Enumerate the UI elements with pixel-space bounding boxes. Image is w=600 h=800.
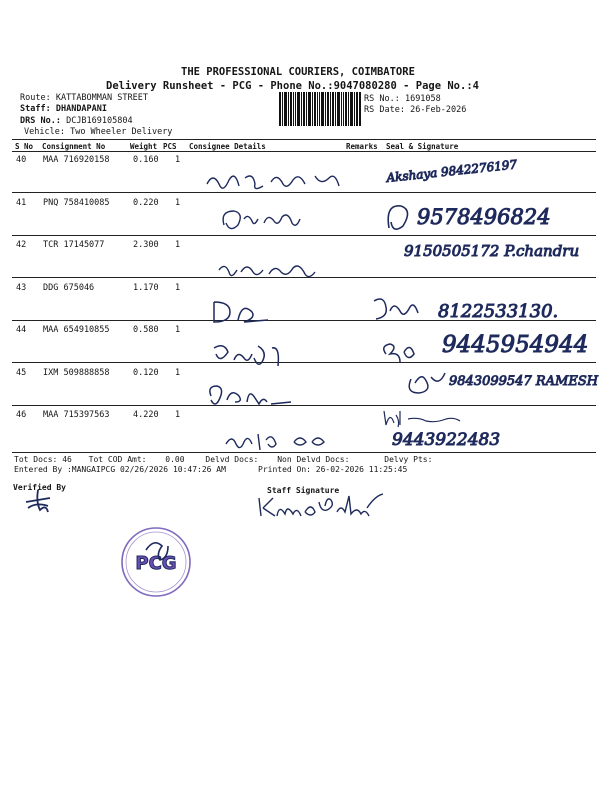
seal-signature-43 (370, 293, 570, 325)
col-seal: Seal & Signature (386, 142, 459, 151)
route-value: KATTABOMMAN STREET (55, 93, 148, 103)
row-40-pcs: 1 (175, 155, 181, 165)
staff-value: DHANDAPANI (55, 104, 108, 114)
row-45-consignment: IXM 509888858 (43, 368, 110, 378)
verified-by-label: Verified By (13, 483, 66, 492)
row-46-weight: 4.220 (133, 410, 159, 420)
rs-date-value: 26-Feb-2026 (410, 105, 467, 115)
row-46-sno: 46 (16, 410, 27, 420)
consignee-signature-45 (205, 382, 295, 410)
seal-signature-42 (400, 238, 580, 278)
seal-43-text: 8122533130. (438, 301, 559, 322)
seal-signature-46 (380, 405, 580, 451)
consignee-signature-43 (210, 298, 300, 326)
seal-41-text: 9578496824 (417, 205, 551, 229)
drs-line (20, 116, 133, 126)
tot-docs-label: Tot Docs: (14, 455, 58, 464)
seal-45-text: 9843099547 RAMESH (449, 374, 599, 389)
tot-cod-value: 0.00 (165, 455, 185, 464)
runsheet-title: Delivery Runsheet - PCG - Phone No.:9047080280 - Page No.:4 (106, 80, 479, 92)
row-46-pcs: 1 (175, 410, 181, 420)
rs-no-value: 1691058 (404, 94, 441, 104)
seal-42-text: 9150505172 P.chandru (404, 242, 580, 260)
delvd-docs-label: Delvd Docs: (205, 455, 259, 464)
row-41-pcs: 1 (175, 198, 181, 208)
staff-signature (255, 488, 395, 524)
row-43-consignment: DDG 675046 (43, 283, 95, 293)
row-45-pcs: 1 (175, 368, 181, 378)
row-41-consignment: PNQ 758410085 (43, 198, 110, 208)
staff-signature-label: Staff Signature (267, 486, 340, 495)
consignee-signature-40 (205, 170, 345, 198)
vehicle-label: Vehicle: (24, 127, 65, 137)
drs-label: DRS No.: (20, 116, 61, 126)
seal-signature-44 (378, 332, 598, 366)
row-44-weight: 0.580 (133, 325, 159, 335)
row-43-weight: 1.170 (133, 283, 159, 293)
consignee-signature-41 (220, 205, 320, 235)
row-42-sno: 42 (16, 240, 27, 250)
consignee-signature-46 (222, 428, 332, 454)
barcode (279, 92, 361, 126)
row-42-consignment: TCR 17145077 (43, 240, 105, 250)
row-41-weight: 0.220 (133, 198, 159, 208)
col-weight: Weight (130, 142, 158, 151)
col-consignment: Consignment No (42, 142, 106, 151)
row-45-weight: 0.120 (133, 368, 159, 378)
pcg-stamp (116, 522, 196, 602)
tot-cod-label: Tot COD Amt: (88, 455, 147, 464)
rs-no-label: RS No.: (364, 94, 400, 104)
company-title: THE PROFESSIONAL COURIERS, COIMBATORE (181, 66, 415, 78)
non-delvd-docs-label: Non Delvd Docs: (277, 455, 350, 464)
row-44-pcs: 1 (175, 325, 181, 335)
printed-on: Printed On: 26-02-2026 11:25:45 (258, 465, 408, 474)
seal-46-text: 9443922483 (392, 430, 501, 450)
rs-date-label: RS Date: (364, 105, 405, 115)
header-bottom-rule (12, 151, 596, 152)
row-41-sno: 41 (16, 198, 27, 208)
col-remarks: Remarks (346, 142, 378, 151)
staff-label: Staff: (20, 104, 51, 114)
totals-line (14, 455, 432, 464)
row-45-sno: 45 (16, 368, 27, 378)
delvy-pts-label: Delvy Pts: (384, 455, 433, 464)
verified-by-signature (22, 488, 58, 514)
vehicle-line (24, 127, 172, 137)
col-sno: S No (15, 142, 34, 151)
seal-40-text: Akshaya 9842276197 (385, 157, 518, 185)
row-40-sno: 40 (16, 155, 27, 165)
entered-by: Entered By :MANGAIPCG 02/26/2026 10:47:26 AM (14, 465, 226, 474)
seal-signature-40 (385, 157, 525, 194)
vehicle-value: Two Wheeler Delivery (70, 127, 173, 137)
staff-line (20, 104, 107, 114)
seal-signature-41 (385, 198, 585, 236)
seal-44-text: 9445954944 (442, 332, 589, 358)
totals-rule (12, 452, 596, 453)
rs-no-line (364, 94, 441, 104)
row-42-weight: 2.300 (133, 240, 159, 250)
row-40-consignment: MAA 716920158 (43, 155, 110, 165)
row-42-pcs: 1 (175, 240, 181, 250)
stamp-text: PCG (135, 553, 177, 574)
drs-value: DCJB169105804 (66, 116, 133, 126)
route-label: Route: (20, 93, 51, 103)
consignee-signature-44 (210, 340, 290, 370)
row-46-consignment: MAA 715397563 (43, 410, 110, 420)
row-43-pcs: 1 (175, 283, 181, 293)
row-44-consignment: MAA 654910855 (43, 325, 110, 335)
header-top-rule (12, 139, 596, 140)
row-43-sno: 43 (16, 283, 27, 293)
col-pcs: PCS (163, 142, 177, 151)
col-consignee: Consignee Details (189, 142, 266, 151)
consignee-signature-42 (215, 258, 325, 282)
route-line (20, 93, 148, 103)
row-40-weight: 0.160 (133, 155, 159, 165)
rs-date-line (364, 105, 466, 115)
row-44-sno: 44 (16, 325, 27, 335)
tot-docs-value: 46 (62, 455, 72, 464)
